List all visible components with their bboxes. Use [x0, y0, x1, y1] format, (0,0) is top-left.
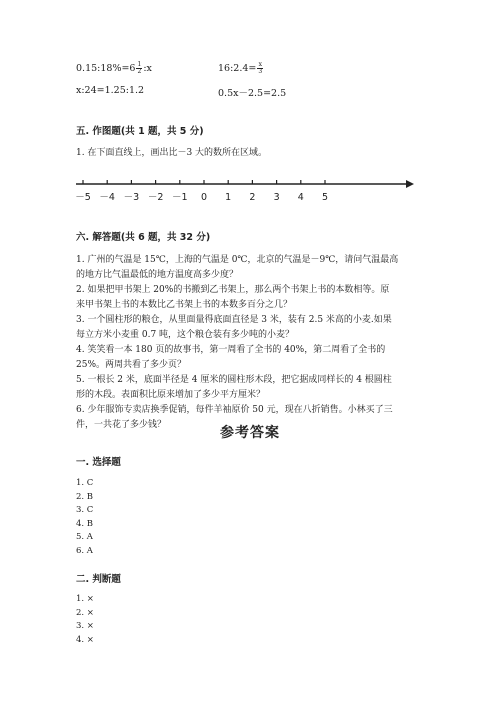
number-line-label: 2 — [249, 192, 256, 203]
fraction-numerator: 1 — [137, 61, 142, 68]
question-line: 件，一共花了多少钱？ — [76, 420, 167, 430]
question-line: 5. 一根长 2 米，底面半径是 4 厘米的圆柱形木段，把它据成同样长的 4 根圆柱 — [76, 375, 392, 385]
equation-2-prefix: 16:2.4= — [218, 63, 257, 74]
answers-title: 参考答案 — [220, 425, 280, 441]
equation-2 — [218, 62, 264, 75]
equation-1 — [76, 62, 152, 75]
question-line: 3. 一个圆柱形的粮仓，从里面量得底面直径是 3 米，装有 2.5 米高的小麦.如果 — [76, 315, 392, 325]
answer-item: 2. × — [76, 607, 94, 618]
question-line: 的地方比气温最低的地方温度高多少度？ — [76, 270, 239, 280]
number-line-label: －2 — [147, 192, 164, 203]
section-5-question-1: 1. 在下面直线上，画出比－3 大的数所在区域。 — [76, 148, 268, 158]
answer-item: 4. B — [76, 518, 94, 529]
number-line-label: －4 — [99, 192, 115, 203]
answer-item: 5. A — [76, 532, 93, 542]
question-line: 1. 广州的气温是 15℃，上海的气温是 0℃，北京的气温是－9℃，请问气温最高 — [76, 255, 399, 265]
question-line: 形的木段。表面积比原来增加了多少平方厘米？ — [76, 390, 266, 400]
question-line: 来甲书架上书的本数比乙书架上书的本数多百分之几？ — [76, 300, 293, 310]
number-line-label: 1 — [225, 192, 232, 203]
answer-item: 1. C — [76, 478, 94, 488]
answers-part-1-list — [76, 477, 93, 558]
answer-item: 3. × — [76, 621, 94, 631]
number-line-label: 4 — [297, 192, 304, 203]
number-line — [70, 175, 430, 215]
equation-1-suffix: :x — [143, 63, 152, 74]
section-6-title: 六. 解答题(共 6 题，共 32 分) — [76, 232, 211, 243]
number-line-label: －3 — [123, 192, 140, 203]
answers-part-2-title: 二. 判断题 — [76, 574, 121, 585]
answer-item: 3. C — [76, 505, 94, 515]
section-6-questions — [76, 253, 441, 433]
answers-part-2-list — [76, 593, 94, 647]
number-line-label: －1 — [172, 192, 188, 203]
equation-4: 0.5x－2.5=2.5 — [218, 88, 287, 99]
question-line: 4. 笑笑看一本 180 页的故事书，第一周看了全书的 40%，第二周看了全书的 — [76, 345, 386, 355]
section-5-title: 五. 作图题(共 1 题，共 5 分) — [76, 126, 204, 137]
number-line-label: 5 — [321, 192, 329, 203]
equation-1-fraction — [136, 62, 142, 75]
answers-part-1-title: 一. 选择题 — [76, 457, 121, 468]
equation-3: x:24=1.25:1.2 — [76, 85, 145, 96]
number-line-label: 3 — [273, 192, 280, 203]
fraction-denominator: 3 — [258, 68, 263, 75]
fraction-numerator: x — [258, 61, 262, 68]
number-line-label: －5 — [75, 192, 91, 203]
question-line: 6. 少年服饰专卖店换季促销，每件羊袖原价 50 元，现在八折销售。小林买了三 — [76, 405, 393, 415]
number-line-label: 0 — [200, 192, 208, 203]
answer-item: 4. × — [76, 634, 94, 645]
question-line: 25%。两周共看了多少页？ — [76, 360, 187, 370]
equation-2-fraction — [257, 62, 263, 75]
answer-item: 6. A — [76, 545, 93, 556]
equation-1-prefix: 0.15:18%=6 — [76, 63, 136, 74]
answer-item: 2. B — [76, 491, 94, 502]
fraction-denominator: 2 — [137, 68, 142, 75]
question-line: 每立方米小麦重 0.7 吨，这个粮仓装有多少吨的小麦？ — [76, 330, 295, 340]
number-line-arrow — [406, 180, 414, 188]
question-line: 2. 如果把甲书架上 20%的书搬到乙书架上，那么两个书架上书的本数相等。原 — [76, 285, 390, 295]
answer-item: 1. × — [76, 594, 94, 604]
